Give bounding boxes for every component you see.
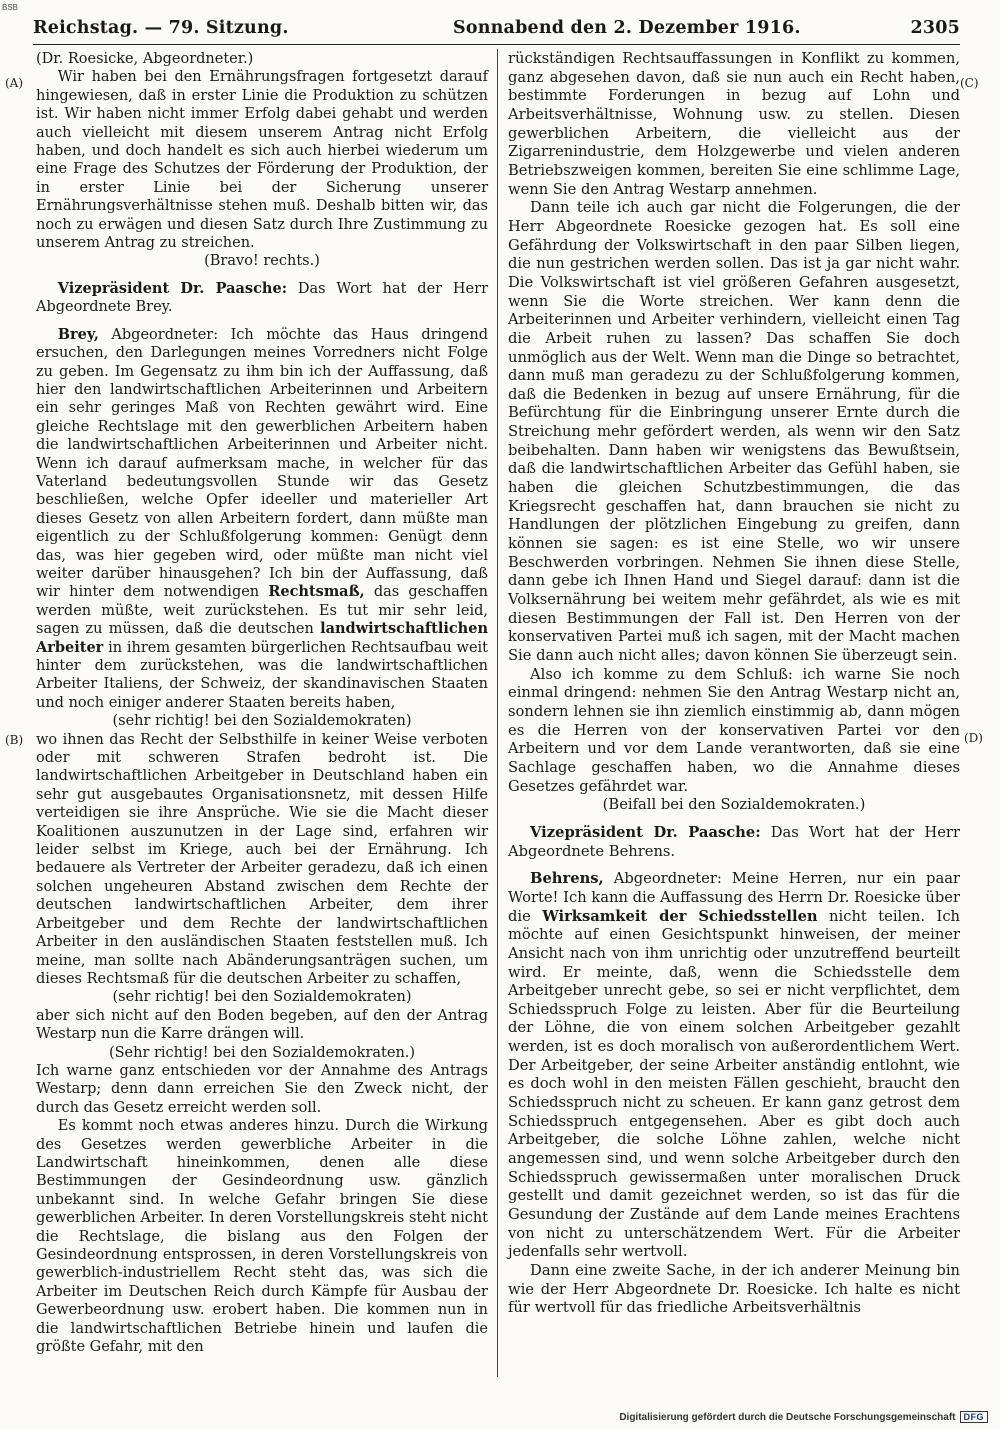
left-column <box>36 50 488 1356</box>
speaker-name: Vizepräsident Dr. Paasche: <box>57 279 288 297</box>
interjection: (sehr richtig! bei den Sozialdemokraten) <box>112 989 412 1006</box>
paragraph: Also ich komme zu dem Schluß: ich warne Sie noch einmal dringend: nehmen Sie den Antrag Westarp nicht an, sondern lehnen sie ihn ziemlich einstimmig ab, dann mögen es die Herren von der konservativen Partei vor den Arbeitern und vor dem Lande verantworten, daß sie eine Sachlage geschaffen haben, wo die Annahme dieses Gesetzes gefährdet war. <box>508 665 960 795</box>
column-divider <box>497 49 498 1377</box>
footer <box>619 1411 988 1423</box>
paragraph <box>508 824 960 861</box>
margin-mark-d: (D) <box>964 731 983 745</box>
margin-mark-b: (B) <box>5 733 24 747</box>
interjection: (Sehr richtig! bei den Sozialdemokraten.) <box>108 1044 416 1061</box>
footer-credit: Digitalisierung gefördert durch die Deutsche Forschungsgemeinschaft <box>619 1411 956 1423</box>
speaker-name: Brey, <box>57 325 99 343</box>
interjection: (Beifall bei den Sozialdemokraten.) <box>602 796 866 814</box>
emphasis: landwirtschaftlichen Arbeiter <box>36 620 488 656</box>
right-column <box>508 50 960 1318</box>
paragraph-text: in ihrem gesamten bürgerlichen Rechtsaufbau weit hinter dem zurückstehen, was die landwirtschaftlichen Arbeiter Italiens, der Schweiz, der skandinavischen Staaten und noch einiger anderer Staaten bereits haben, <box>36 639 488 711</box>
paragraph-text: nicht teilen. Ich möchte auf einen Gesichtspunkt hinweisen, der meiner Ansicht nach von ihm unrichtig oder unzutreffend beurteilt wird. Er meinte, daß, wenn die Schiedsstelle dem Arbeitgeber unrecht gebe, so sei er nicht verpflichtet, dem Schiedsspruch Folge zu leisten. Aber für die Beurteilung der Löhne, die von einem solchen Arbeitgeber gezahlt werden, ist es doch moralisch von außerordentlichem Wert. Der Arbeitgeber, der seine Arbeiter anständig entlohnt, wie es doch wohl in den meisten Fällen geschieht, braucht den Schiedsspruch nicht zu scheuen. Er kann ganz getrost dem Schiedsspruch entgegensehen. Aber es gibt doch auch Arbeitgeber, die solche Löhne zahlen, welche nicht angemessen sind, und wenn solche Arbeitgeber durch den Schiedsspruch gewissermaßen unter moralischen Druck gestellt und damit gezeichnet werden, so ist das für die Gesundung der Zustände auf dem Lande meines Erachtens von nicht zu unterschätzendem Wert. Für die Arbeiter jedenfalls sehr wertvoll. <box>508 907 960 1261</box>
margin-mark-c: (C) <box>960 76 979 90</box>
paragraph: Dann eine zweite Sache, in der ich anderer Meinung bin wie der Herr Abgeordnete Dr. Roesicke. Ich halte es nicht für wertvoll für das friedliche Arbeitsverhältnis <box>508 1262 960 1317</box>
dfg-logo: DFG <box>960 1411 989 1423</box>
speaker-name: Behrens, <box>530 870 604 888</box>
header-rule <box>33 44 960 45</box>
paragraph-text: Das Wort hat der Herr Abgeordnete Behrens. <box>508 823 960 860</box>
paragraph: Es kommt noch etwas anderes hinzu. Durch die Wirkung des Gesetzes werden gewerbliche Arbeiter in die Landwirtschaft hineinkommen, denen alle diese Bestimmungen der Gesindeordnung usw. gänzlich unbekannt sind. In welche Gefahr bringen Sie diese gewerblichen Arbeiter. In deren Vorstellungskreis steht nicht die Rechtslage, die bislang aus den Folgen der Gesindeordnung entsprossen, in deren Vorstellungskreis von gewerblich-industriellem Recht steht das, was sich die Arbeiter im Deutschen Reich durch Kämpfe für Ausbau der Gewerbeordnung usw. erobert haben. Die kommen nun in die landwirtschaftlichen Betriebe hinein und laufen die größte Gefahr, mit den <box>36 1118 488 1356</box>
library-mark: BSB <box>2 3 19 12</box>
paragraph-text: Abgeordneter: Ich möchte das Haus dringend ersuchen, den Darlegungen meines Vorredners nicht Folge zu geben. Im Gegensatz zu ihm bin ich der Auffassung, daß hier den landwirtschaftlichen Arbeiterinnen und Arbeitern ein sehr geringes Maß von Rechten gewährt wird. Eine gleiche Rechtslage mit den gewerblichen Arbeitern haben die landwirtschaftlichen Arbeiterinnen und Arbeiter nicht. Wenn ich darauf aufmerksam mache, in welcher für das Vaterland bedeutungsvollen Stunde wir das Gesetz beschließen, welche Opfer ideeller und materieller Art dieses Gesetz von allen Arbeitern fordert, dann müßte man eigentlich zu der Schlußfolgerung kommen: Genügt denn das, was hier gegeben wird, oder müßte man nicht viel weiter darüber hinausgehen? Ich bin der Auffassung, daß wir hinter dem notwendigen <box>36 326 488 601</box>
page-number: 2305 <box>910 18 960 38</box>
paragraph-text: Das Wort hat der Herr Abgeordnete Brey. <box>36 280 488 316</box>
margin-mark-a: (A) <box>5 76 24 90</box>
paragraph <box>36 280 488 317</box>
paragraph-text: Abgeordneter: Meine Herren, nur ein paar Worte! Ich kann die Auffassung des Herrn Dr. Roesicke über die <box>508 870 960 925</box>
emphasis: Wirksamkeit der Schiedsstellen <box>542 907 818 925</box>
paragraph: Wir haben bei den Ernährungsfragen fortgesetzt darauf hingewiesen, daß in erster Linie die Produktion zu schützen ist. Wir haben nicht immer Erfolg dabei gehabt und werden auch vielleicht mit diesem unserem Antrag nicht Erfolg haben, und doch handelt es sich auch hierbei wiederum um eine Frage des Schutzes der Förderung der Produktion, der in erster Linie bei der Sicherung unserer Ernährungsverhältnisse stehen muß. Deshalb bitten wir, das noch zu erwägen und diesen Satz durch Ihre Zustimmung zu unserem Antrag zu streichen. <box>36 69 488 252</box>
header-date: Sonnabend den 2. Dezember 1916. <box>453 18 801 38</box>
paragraph <box>36 326 488 713</box>
paragraph: rückständigen Rechtsauffassungen in Konflikt zu kommen, ganz abgesehen davon, daß sie nun auch ein Recht haben, bestimmte Forderungen in bezug auf Lohn und Arbeitsverhältnisse, Wohnung usw. zu stellen. Diesen gewerblichen Arbeitern, die vielleicht aus der Zigarrenindustrie, dem Holzgewerbe und vielen anderen Betriebszweigen kommen, bereiten Sie eine schlimme Lage, wenn Sie den Antrag Westarp annehmen. <box>508 50 960 198</box>
paragraph: Ich warne ganz entschieden vor der Annahme des Antrags Westarp; denn dann erreichen Sie den Zweck nicht, der durch das Gesetz erreicht werden soll. <box>36 1062 488 1116</box>
emphasis: Rechtsmaß, <box>268 583 365 601</box>
speaker-continuation: (Dr. Roesicke, Abgeordneter.) <box>36 51 254 67</box>
page-header <box>33 18 960 44</box>
interjection: (sehr richtig! bei den Sozialdemokraten) <box>112 713 412 730</box>
interjection: (Bravo! rechts.) <box>204 253 320 270</box>
paragraph: aber sich nicht auf den Boden begeben, auf den der Antrag Westarp nun die Karre drängen will. <box>36 1007 488 1043</box>
header-title: Reichstag. — 79. Sitzung. <box>33 18 289 38</box>
paragraph <box>508 870 960 1262</box>
paragraph-text: das geschaffen werden müßte, weit zurückstehen. Es tut mir sehr leid, sagen zu müssen, daß die deutschen <box>36 584 489 638</box>
paragraph: Dann teile ich auch gar nicht die Folgerungen, die der Herr Abgeordnete Roesicke gezogen hat. Es soll eine Gefährdung der Volkswirtschaft in den paar Silben liegen, die nun gestrichen werden sollen. Das ist ja gar nicht wahr. Die Volkswirtschaft ist viel größeren Gefahren ausgesetzt, wenn Sie die Worte streichen. Wer kann denn die Arbeiterinnen und Arbeiter verhindern, vielleicht einen Tag die Arbeit ruhen zu lassen? Das schaffen Sie doch unmöglich aus der Welt. Wenn man die Dinge so betrachtet, dann muß man geradezu zu der Schlußfolgerung kommen, daß die Bedenken in bezug auf unsere Ernährung, für die Befürchtung für die Einbringung unserer Ernte durch die Streichung mehr gefördert werden, als wenn wir den Satz beibehalten. Dann haben wir wenigstens das Bewußtsein, daß die landwirtschaftlichen Arbeiter das Gefühl haben, sie haben die gleichen Schutzbestimmungen, die das Kriegsrecht geschaffen hat, dann brauchen sie nicht zu Handlungen der plötzlichen Eingebung zu greifen, dann können sie sagen: es ist eine Stelle, wo wir unsere Beschwerden vorbringen. Nehmen Sie ihnen diese Stelle, dann gebe ich Ihnen Hand und Siegel darauf: dann ist die Volksernährung bei weitem mehr gefährdet, als wie es mit diesen Bestimmungen der Fall ist. Den Herren von der konservativen Partei muß ich sagen, mit der Macht machen Sie dann auch nicht alles; davon können Sie überzeugt sein. <box>508 199 960 664</box>
speaker-name: Vizepräsident Dr. Paasche: <box>530 823 761 841</box>
paragraph: wo ihnen das Recht der Selbsthilfe in keiner Weise verboten oder mit schweren Strafen bedroht ist. Die landwirtschaftlichen Arbeitgeber in Deutschland haben ein sehr gut ausgebautes Organisationsnetz, mit dessen Hilfe verteidigen sie ihre Ansprüche. Wie sie die Macht dieser Koalitionen auszunutzen in der Lage sind, erfahren wir leider selbst im Kriege, auch bei der Ernährung. Ich bedauere als Vertreter der Arbeiter geradezu, daß ich einen solchen ungeheuren Abstand zwischen dem Rechte der deutschen landwirtschaftlichen Arbeiter, dem ihrer Arbeitgeber und dem Rechte der landwirtschaftlichen Arbeiter in den ausländischen Staaten feststellen muß. Ich meine, man sollte nach Abänderungsanträgen suchen, um dieses Rechtsmaß für die deutschen Arbeiter zu schaffen, <box>36 731 488 987</box>
